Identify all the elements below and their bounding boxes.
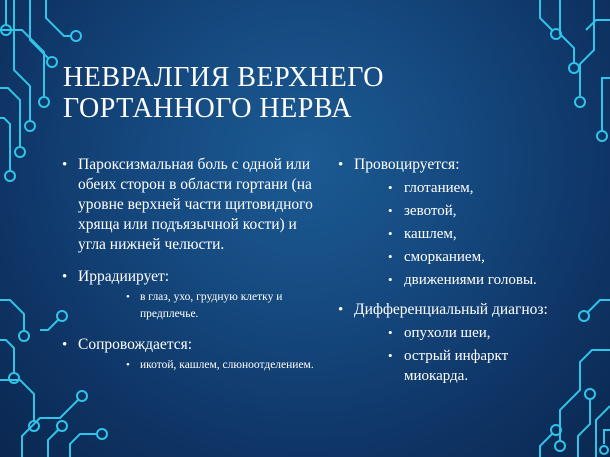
bullet-text: Сопровождается: <box>78 336 193 353</box>
sub-bullet: • сморканием, <box>404 247 600 267</box>
sub-bullet: • движениями головы. <box>404 270 600 290</box>
right-column <box>338 155 600 398</box>
sub-bullet: • острый инфаркт миокарда. <box>404 346 554 386</box>
bullet-irradiation <box>62 267 327 323</box>
bullet-text: Пароксизмальная боль с одной или обеих сторон в области гортани (на уровне верхней части щитовидного хряща или подъязычной кости) и угла нижней челюсти. <box>78 156 313 253</box>
sub-bullet: • опухоли шеи, <box>404 323 554 343</box>
sub-bullet: • икотой, кашлем, слюноотделением. <box>140 357 327 374</box>
sub-bullet: • кашлем, <box>404 224 600 244</box>
bullet-provoked <box>338 155 600 290</box>
bullet-text: Иррадиирует: <box>78 268 170 285</box>
bullet-differential <box>338 300 600 386</box>
title-line-2: ГОРТАННОГО НЕРВА <box>63 93 352 124</box>
title-line-1: НЕВРАЛГИЯ ВЕРХНЕГО <box>63 62 384 93</box>
bullet-pain <box>62 155 327 255</box>
sub-bullet: • в глаз, ухо, грудную клетку и предплечье. <box>140 289 327 323</box>
left-column <box>62 155 327 386</box>
bullet-text: Провоцируется: <box>354 156 460 173</box>
slide-title <box>63 62 543 124</box>
sub-bullet: • зевотой, <box>404 201 600 221</box>
sub-bullet: • глотанием, <box>404 178 600 198</box>
bullet-accompaniment <box>62 335 327 374</box>
bullet-text: Дифференциальный диагноз: <box>354 301 548 318</box>
